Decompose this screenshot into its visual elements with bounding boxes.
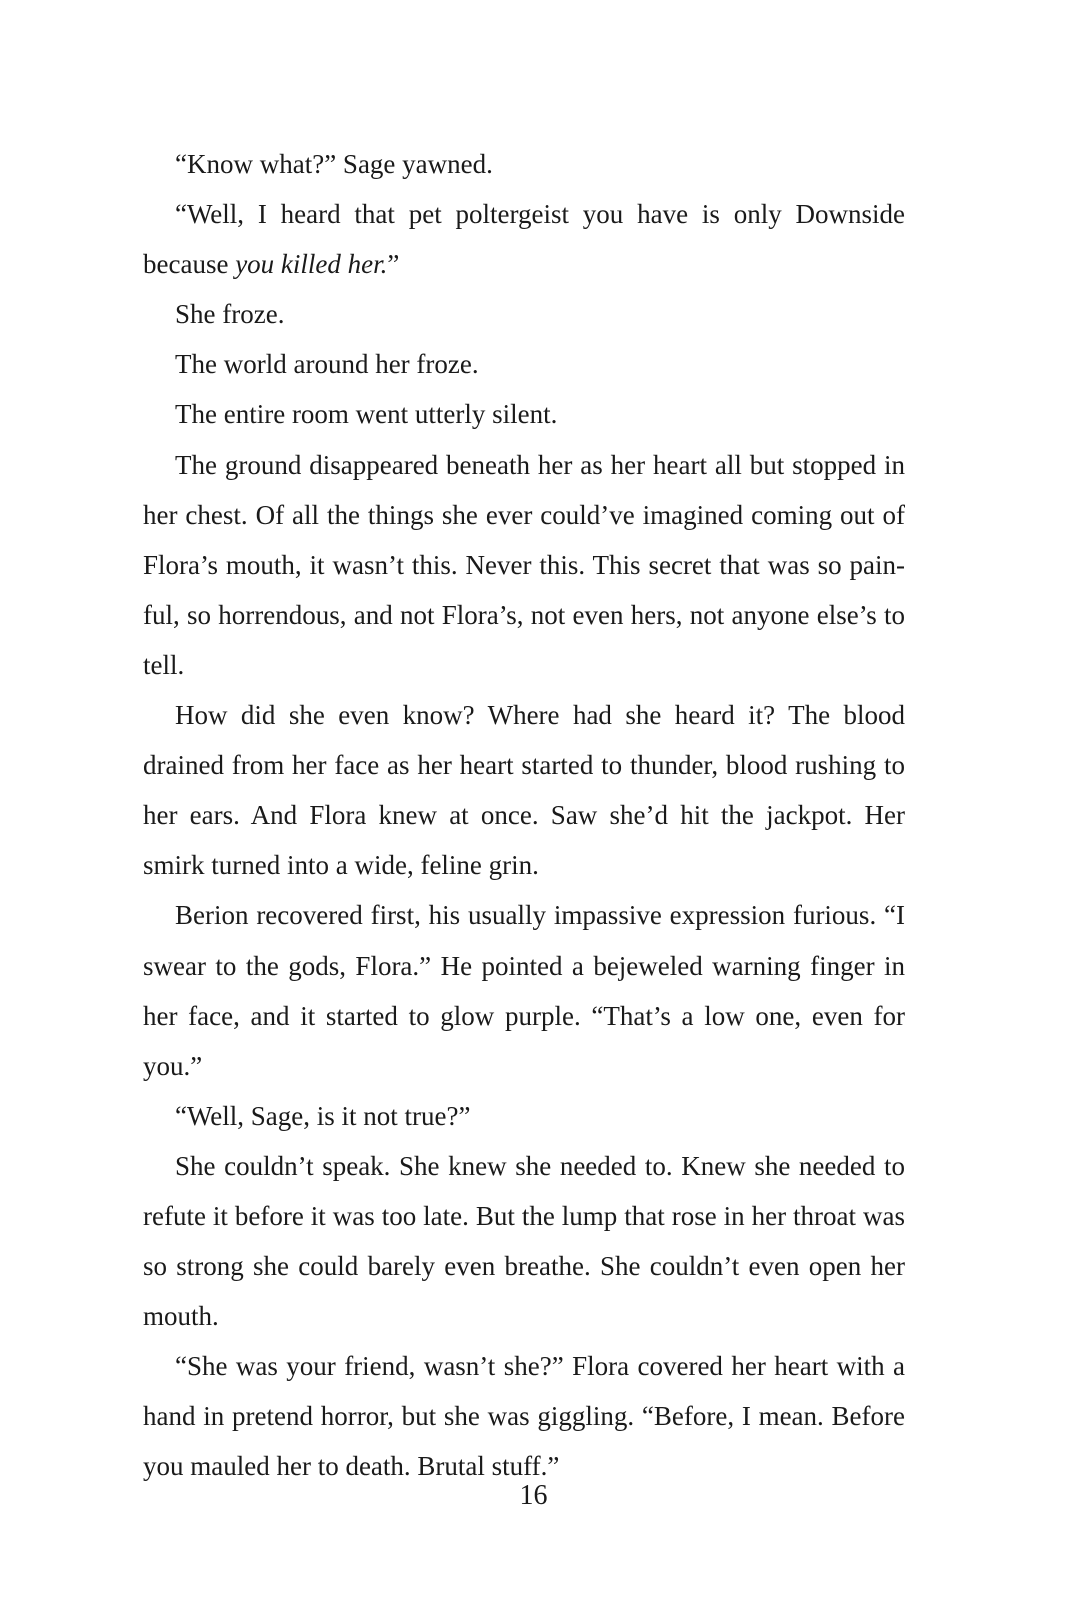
paragraph-text: “Well, I heard that pet poltergeist you have is only Downside because: [143, 199, 905, 280]
paragraph: How did she even know? Where had she heard it? The blood drained from her face as her heart started to thunder, blood rushing to her ears. And Flora knew at once. Saw she’d hit the jackpot. Her smirk turned into a wide, feline grin.: [143, 700, 905, 881]
paragraph: “She was your friend, wasn’t she?” Flora covered her heart with a hand in pretend horror, but she was giggling. “Before, I mean. Before you mauled her to death. Brutal stuff.”: [143, 1351, 905, 1482]
paragraph: “Well, Sage, is it not true?”: [175, 1100, 471, 1131]
paragraph: Berion recovered first, his usually impassive expression furious. “I swear to the gods, Flora.” He pointed a bejeweled warning finger in her face, and it started to glow purple. “That’s a low one, even for you.”: [143, 900, 905, 1081]
paragraph: She couldn’t speak. She knew she needed to. Knew she needed to refute it before it was too late. But the lump that rose in her throat was so strong she could barely even breathe. She couldn’t even open her mouth.: [143, 1150, 905, 1332]
paragraph: She froze.: [175, 299, 285, 330]
paragraph-text: ”: [387, 249, 400, 280]
paragraph: The entire room went utterly silent.: [175, 399, 558, 430]
paragraph: [143, 189, 905, 289]
page-number: 16: [519, 1480, 548, 1511]
body-text: [143, 139, 905, 1492]
paragraph: “Know what?” Sage yawned.: [175, 149, 493, 179]
emphasis-text: you killed her.: [235, 249, 388, 280]
paragraph: The world around her froze.: [175, 349, 479, 380]
paragraph: The ground disappeared beneath her as her heart all but stopped in her chest. Of all the things she ever could’ve imagined coming out of Flora’s mouth, it wasn’t this. Never this. This secret that was so painful, so horrendous, and not Flora’s, not even hers, not anyone else’s to tell.: [143, 449, 905, 680]
